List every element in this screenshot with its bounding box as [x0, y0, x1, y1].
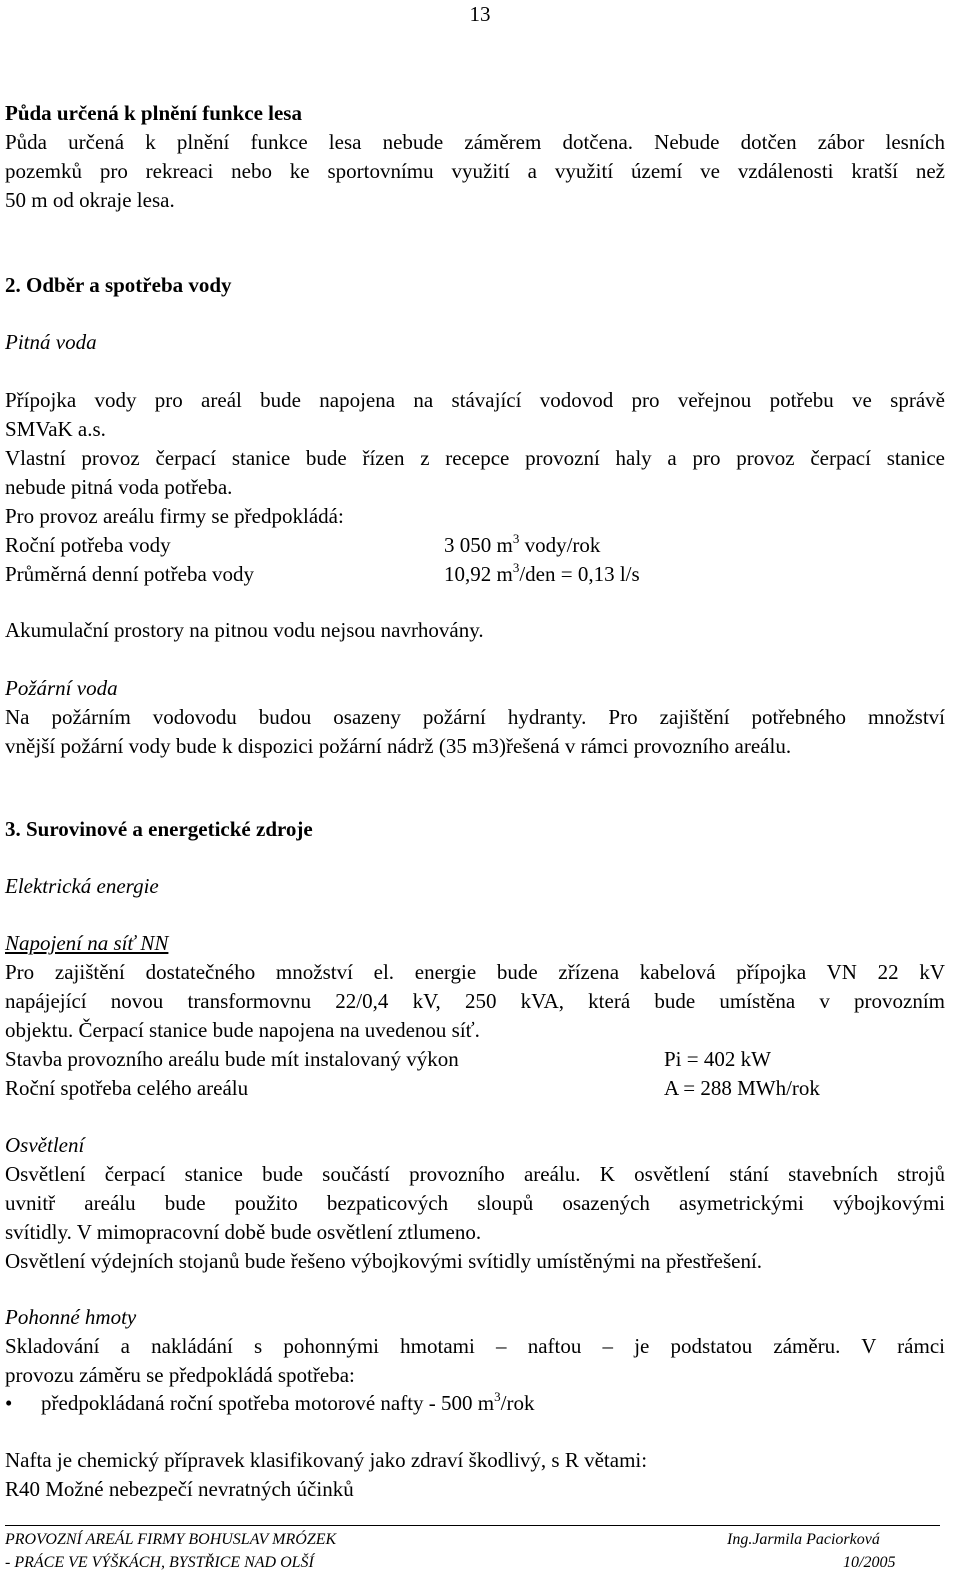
- subheading-electric: Elektrická energie: [5, 874, 159, 898]
- annual-consumption-label: Roční spotřeba celého areálu: [5, 1076, 249, 1100]
- section-heading-2: 2. Odběr a spotřeba vody: [5, 273, 232, 297]
- subheading-lighting: Osvětlení: [5, 1133, 85, 1157]
- subheading-drinking-water: Pitná voda: [5, 330, 97, 354]
- paragraph-line: pozemků pro rekreaci nebo ke sportovnímu využití a využití území ve vzdálenosti kratší než: [5, 159, 945, 183]
- section-heading-forest: Půda určená k plnění funkce lesa: [5, 101, 302, 125]
- subheading-fire-water: Požární voda: [5, 676, 118, 700]
- list-item-text: předpokládaná roční spotřeba motorové nafty - 500 $m^3$/rok: [41, 1389, 535, 1415]
- paragraph-line: SMVaK a.s.: [5, 417, 106, 441]
- paragraph-line: svítidly. V mimopracovní době bude osvětlení ztlumeno.: [5, 1220, 482, 1244]
- annual-water-value: 3 050 $m^3$ vody/rok: [444, 531, 601, 557]
- daily-water-row: [5, 560, 945, 589]
- page-number: 13: [469, 2, 491, 26]
- subheading-connection: Napojení na síť NN: [5, 931, 169, 955]
- paragraph-line: vnější požární vody bude k dispozici požární nádrž (35 m3)řešená v rámci provozního areálu.: [5, 734, 792, 758]
- footer-left-line1: PROVOZNÍ AREÁL FIRMY BOHUSLAV MRÓZEK: [5, 1531, 337, 1548]
- annual-consumption-row: [5, 1074, 945, 1103]
- paragraph-line: nebude pitná voda potřeba.: [5, 475, 233, 499]
- paragraph-line: Na požárním vodovodu budou osazeny požární hydranty. Pro zajištění potřebného množství: [5, 705, 945, 729]
- bullet-icon: •: [5, 1391, 13, 1415]
- paragraph-line: Vlastní provoz čerpací stanice bude řízen z recepce provozní haly a pro provoz čerpací stanice: [5, 446, 945, 470]
- footer-left-line2: - PRÁCE VE VÝŠKÁCH, BYSTŘICE NAD OLŠÍ: [5, 1554, 314, 1571]
- paragraph-line: uvnitř areálu bude použito bezpaticových sloupů osazených asymetrickými výbojkovými: [5, 1191, 945, 1215]
- footer-date: 10/2005: [843, 1554, 896, 1571]
- paragraph-line: Pro zajištění dostatečného množství el. energie bude zřízena kabelová přípojka VN 22 kV: [5, 960, 945, 984]
- annual-consumption-value: A = 288 MWh/rok: [664, 1076, 820, 1100]
- paragraph-line: R40 Možné nebezpečí nevratných účinků: [5, 1477, 354, 1501]
- annual-water-label: Roční potřeba vody: [5, 533, 171, 557]
- daily-water-label: Průměrná denní potřeba vody: [5, 562, 255, 586]
- paragraph-line: Akumulační prostory na pitnou vodu nejsou navrhovány.: [5, 618, 484, 642]
- installed-power-row: [5, 1045, 945, 1074]
- paragraph-line: napájející novou transformovnu 22/0,4 kV, 250 kVA, která bude umístěna v provozním: [5, 989, 945, 1013]
- paragraph-line: Půda určená k plnění funkce lesa nebude záměrem dotčena. Nebude dotčen zábor lesních: [5, 130, 945, 154]
- footer-author: Ing.Jarmila Paciorková: [727, 1531, 880, 1548]
- section-heading-3: 3. Surovinové a energetické zdroje: [5, 817, 313, 841]
- paragraph-line: 50 m od okraje lesa.: [5, 188, 175, 212]
- subheading-fuels: Pohonné hmoty: [5, 1305, 137, 1329]
- paragraph-line: Skladování a nakládání s pohonnými hmotami – naftou – je podstatou záměru. V rámci: [5, 1334, 945, 1358]
- paragraph-line: Osvětlení čerpací stanice bude součástí provozního areálu. K osvětlení stání stavebních strojů: [5, 1162, 945, 1186]
- paragraph-line: Přípojka vody pro areál bude napojena na stávající vodovod pro veřejnou potřebu ve správě: [5, 388, 945, 412]
- daily-water-value: 10,92 $m^3$/den = 0,13 l/s: [444, 560, 640, 586]
- annual-water-row: [5, 531, 945, 560]
- installed-power-label: Stavba provozního areálu bude mít instalovaný výkon: [5, 1047, 459, 1071]
- paragraph-line: provozu záměru se předpokládá spotřeba:: [5, 1363, 355, 1387]
- paragraph-line: Pro provoz areálu firmy se předpokládá:: [5, 504, 344, 528]
- installed-power-value: Pi = 402 kW: [664, 1047, 771, 1071]
- footer-divider: [5, 1525, 940, 1526]
- paragraph-line: objektu. Čerpací stanice bude napojena na uvedenou síť.: [5, 1018, 480, 1042]
- paragraph-line: Nafta je chemický přípravek klasifikovaný jako zdraví škodlivý, s R větami:: [5, 1448, 648, 1472]
- paragraph-line: Osvětlení výdejních stojanů bude řešeno výbojkovými svítidly umístěnými na přestřešení.: [5, 1249, 763, 1273]
